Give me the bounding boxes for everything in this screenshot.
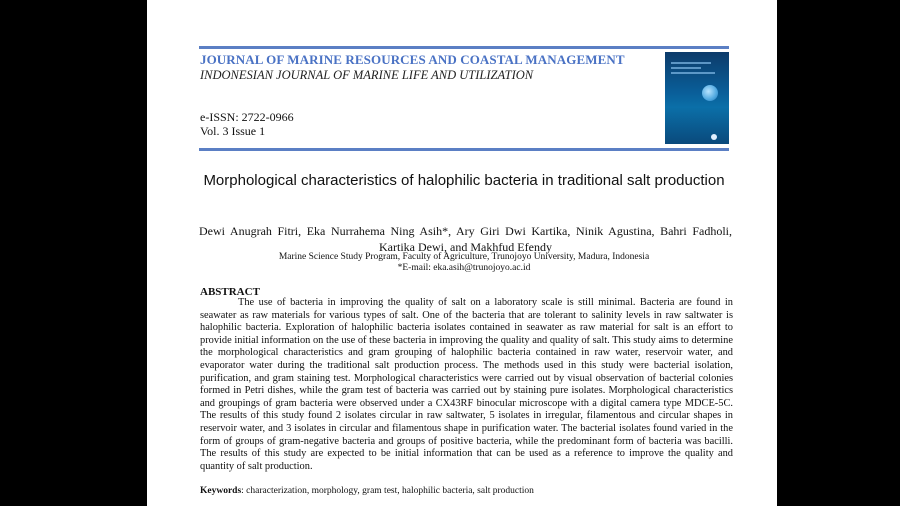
issn: e-ISSN: 2722-0966: [200, 110, 294, 124]
keywords: [200, 486, 730, 496]
header-bottom-rule: [199, 148, 729, 151]
author-list: Dewi Anugrah Fitri, Eka Nurrahema Ning Asih*, Ary Giri Dwi Kartika, Ninik Agustina, Bahri Fadholi, Kartika Dewi, and Makhfud Efendy: [199, 224, 732, 254]
journal-subtitle: INDONESIAN JOURNAL OF MARINE LIFE AND UTILIZATION: [200, 68, 534, 82]
affiliation: Marine Science Study Program, Faculty of Agriculture, Trunojoyo University, Madura, Indonesia: [278, 252, 650, 262]
journal-title: JOURNAL OF MARINE RESOURCES AND COASTAL MANAGEMENT: [200, 52, 625, 67]
cover-logo-mark: [711, 134, 717, 140]
journal-cover-image: [665, 52, 729, 144]
volume-issue: Vol. 3 Issue 1: [200, 124, 266, 138]
abstract-heading: ABSTRACT: [200, 286, 260, 298]
cover-globe-graphic: [702, 85, 718, 101]
header-top-rule: [199, 46, 729, 49]
corresponding-email: *E-mail: eka.asih@trunojoyo.ac.id: [397, 263, 531, 273]
document-page: [147, 0, 777, 506]
abstract-body: The use of bacteria in improving the quality of salt on a laboratory scale is still minimal. Bacteria are found in seawater as raw materials for various types of salt. One of the bacteria that are tolerant to salinity levels in raw saltwater is halophilic bacteria. Exploration of halophilic bacteria isolates contained in seawater as raw material for salt is an effort to provide initial information on the use of these bacteria in improving the quality and quality of salt. This study aims to determine the morphological characteristics and gram grouping of halophilic bacteria contained in raw water, reservoir water, and evaporator water during the traditional salt production process. The methods used in this study were bacterial isolation, purification, and gram staining test. Morphological characteristics were carried out by visual observation of bacterial colonies formed in Petri dishes, while the gram test of bacteria was carried out by staining pure isolates. Morphological characteristics and groupings of gram bacteria were observed under a CX43RF binocular microscope with a digital camera type MDCE-5C. The results of this study found 2 isolates circular in raw saltwater, 5 isolates in irregular, filamentous and circular shapes in reservoir water, and 3 isolates in circular and filamentous shape in purification water. The bacterial isolates found varied in the form of groups of gram-negative bacteria and groups of positive bacteria, while the predominant form of bacteria was bacilli. The results of this study are expected to be initial information that can be used as a reference to improve the quality and quantity of salt production.: [200, 297, 733, 472]
keywords-label: Keywords: [200, 486, 242, 496]
keywords-text: : characterization, morphology, gram test, halophilic bacteria, salt production: [241, 486, 534, 496]
article-title: Morphological characteristics of halophilic bacteria in traditional salt production: [203, 172, 725, 189]
